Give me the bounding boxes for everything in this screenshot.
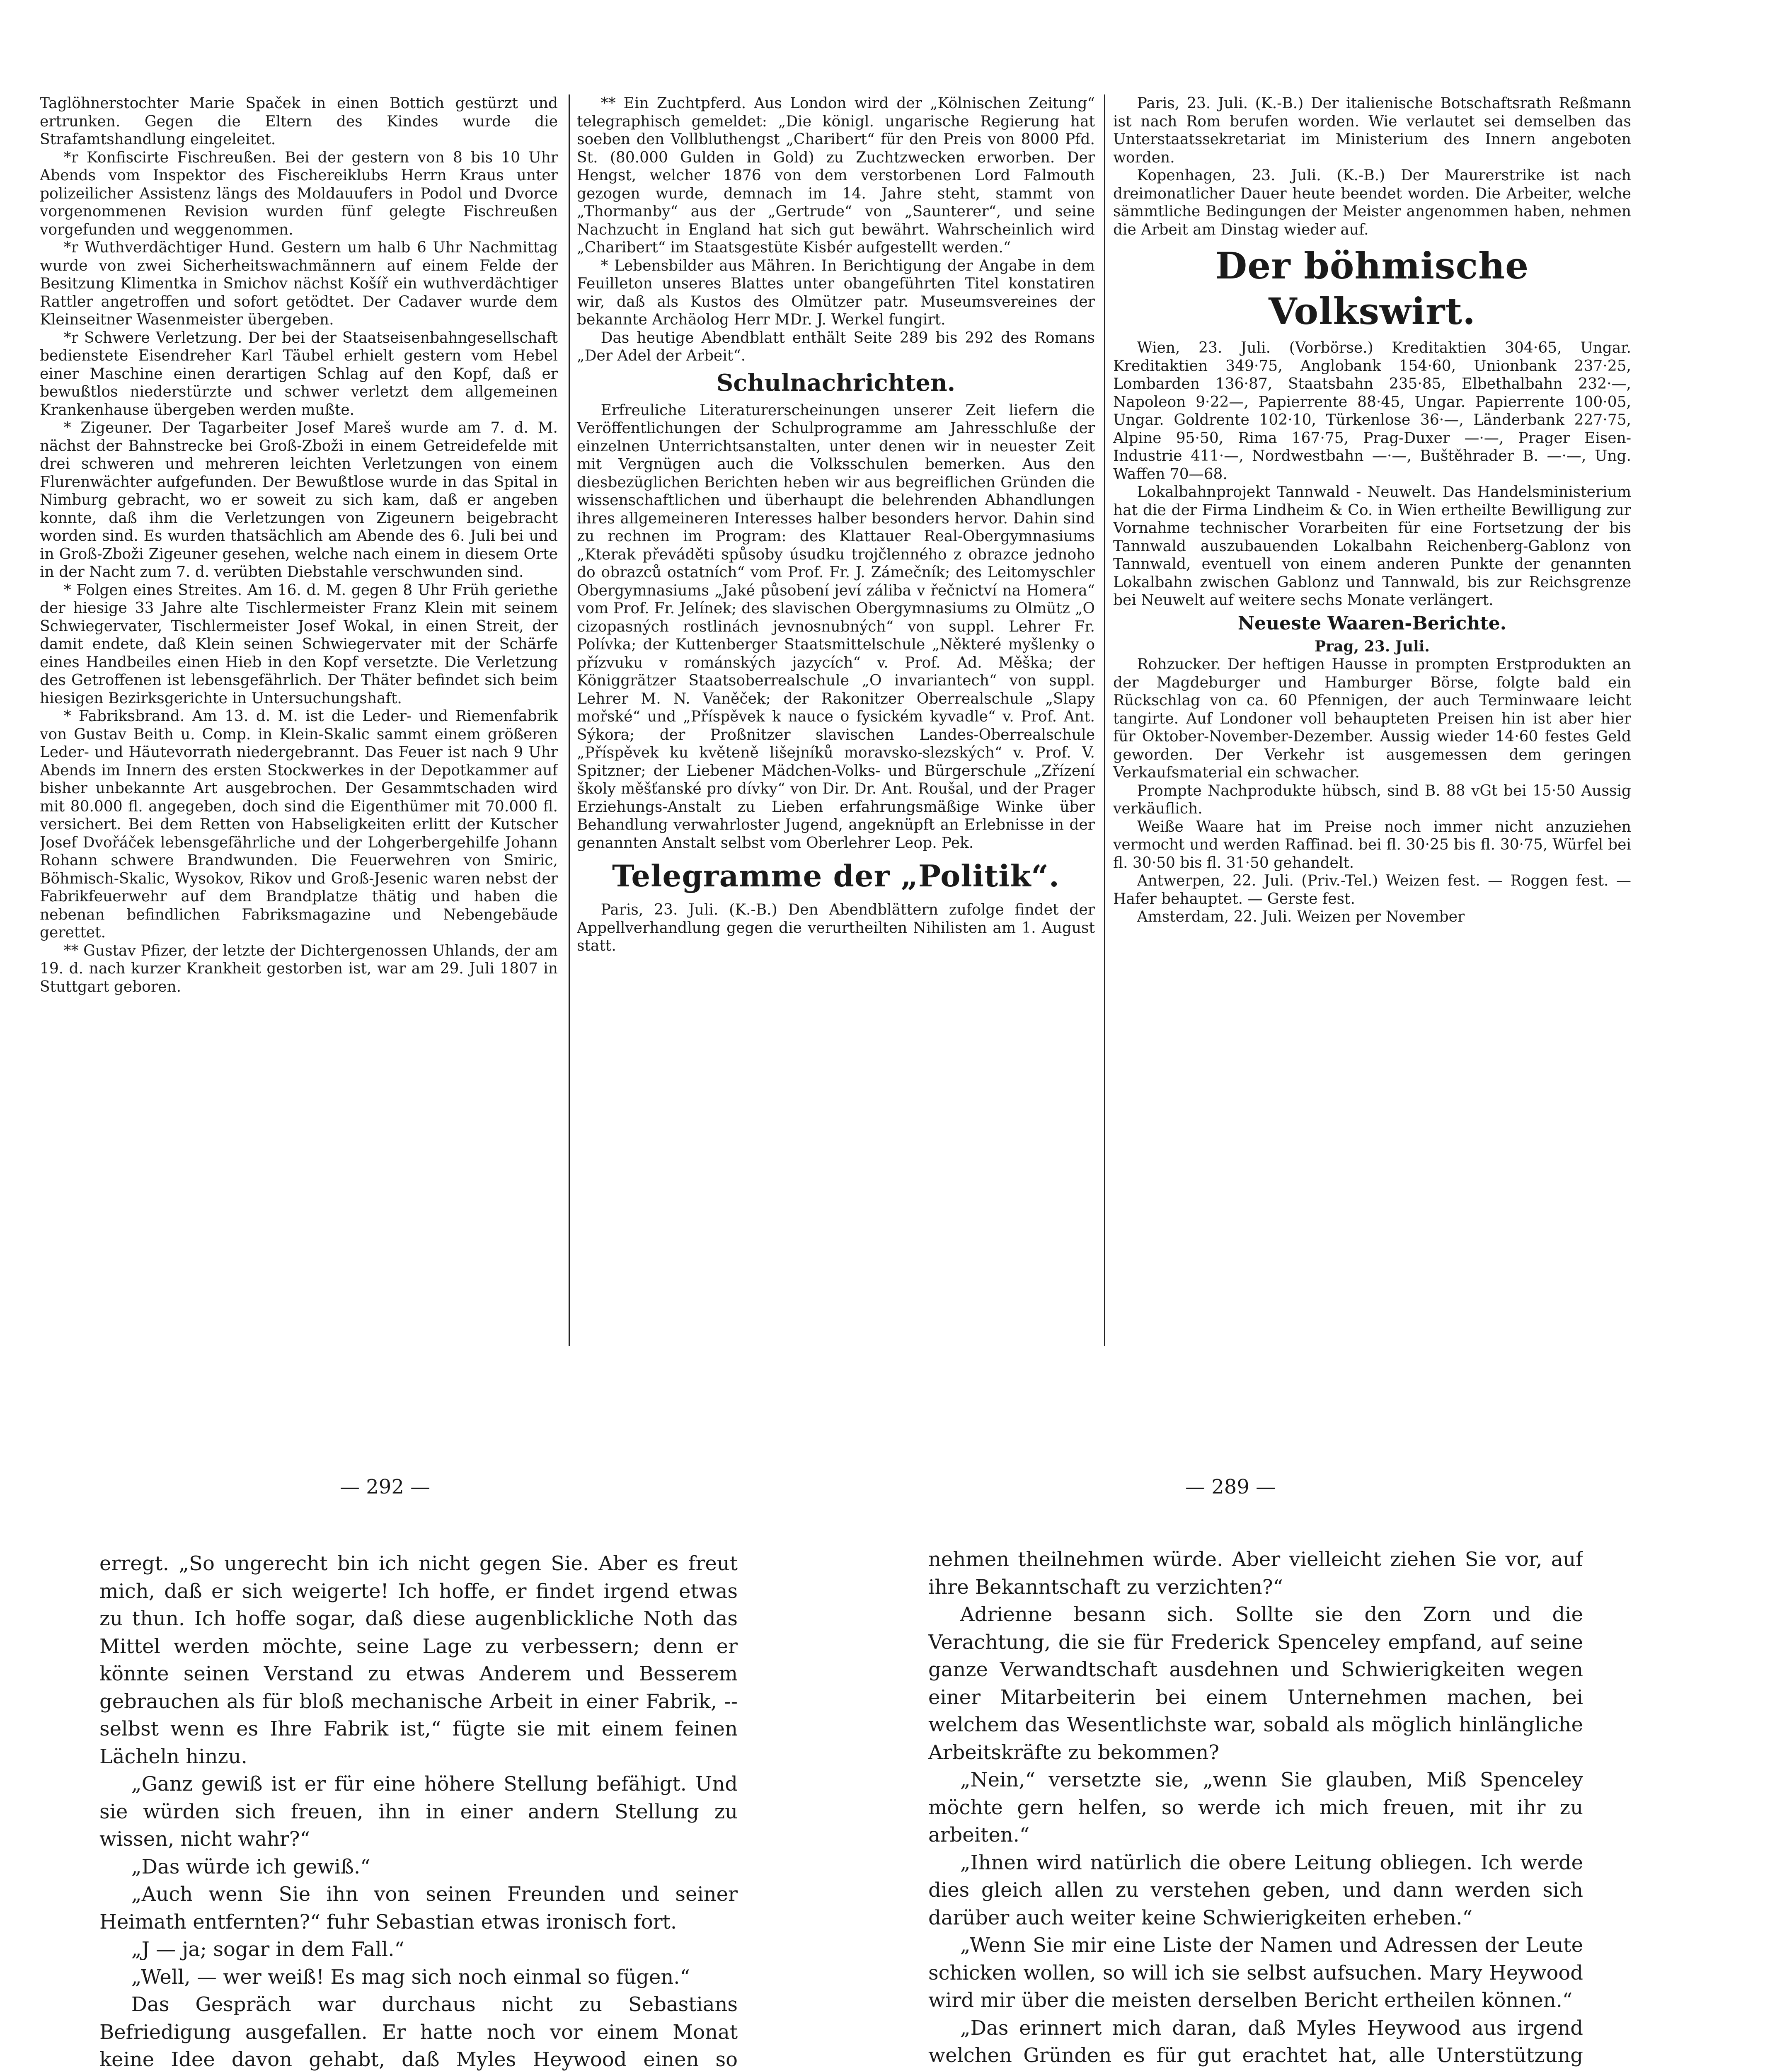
- novel-paragraph: Adrienne besann sich. Sollte sie den Zorn und die Verachtung, die sie für Frederick Spenceley empfand, auf seine ganze Verwandtschaft ausdehnen und Schwierigkeiten wegen einer Mitarbeiterin bei einem Unternehmen machen, bei welchem das Wesentlichste war, sobald als möglich hinlängliche Arbeitskräfte zu bekommen?: [928, 1603, 1583, 1764]
- news-item: *r Konfiscirte Fischreußen. Bei der gestern von 8 bis 10 Uhr Abends vom Inspektor des Fischereiklubs Herrn Kraus unter polizeilicher Assistenz längs des Moldauufers in Podol und Dvorce vorgenommenen Revision wurden fünf gelegte Fischreußen vorgefunden und weggenommen.: [40, 149, 558, 238]
- novel-paragraph: „Wenn Sie mir eine Liste der Namen und Adressen der Leute schicken wollen, so will ich sie selbst aufsuchen. Mary Heywood wird mir über die meisten derselben Bericht ertheilen können.“: [928, 1934, 1583, 2012]
- news-item: *r Wuthverdächtiger Hund. Gestern um halb 6 Uhr Nachmittag wurde von zwei Sicherheitswachmännern auf einem Felde der Besitzung Klimentka in Smichov nächst Košíř ein wuthverdächtiger Rattler angetroffen und sofort getödtet. Der Cadaver wurde dem Kleinseitner Wasenmeister übergeben.: [40, 239, 558, 328]
- news-column-2: [577, 94, 1095, 1321]
- waaren-item: Amsterdam, 22. Juli. Weizen per November: [1137, 908, 1465, 925]
- news-item: * Fabriksbrand. Am 13. d. M. ist die Leder- und Riemenfabrik von Gustav Beith u. Comp. in Klein-Skalic sammt einem größeren Leder- und Häutevorrath niedergebrannt. Das Feuer ist nach 9 Uhr Abends im Innern des ersten Stockwerkes in der Depotkammer auf bisher unbekannte Art ausgebrochen. Der Gesammtschaden wird mit 80.000 fl. angegeben, doch sind die Eigenthümer mit 70.000 fl. versichert. Bei dem Retten von Habseligkeiten erlitt der Kutscher Josef Dvořáček lebensgefährliche und der Lohgerbergehilfe Johann Rohann schwere Brandwunden. Die Feuerwehren von Smiric, Böhmisch-Skalic, Wysokov, Rikov und Groß-Jesenic waren nebst der Fabrikfeuerwehr auf dem Brandplatze thätig und haben die nebenan befindlichen Fabriksmagazine und Nebengebäude gerettet.: [40, 708, 558, 941]
- novel-paragraph: erregt. „So ungerecht bin ich nicht gegen Sie. Aber es freut mich, daß er sich weigerte! Ich hoffe, er findet irgend etwas zu thun. Ich hoffe sogar, daß diese augenblickliche Noth das Mittel werden möchte, seine Lage zu verbessern; denn er könnte seinen Verstand zu etwas Anderem und Besserem gebrauchen als für bloß mechanische Arbeit in einer Fabrik, -- selbst wenn es Ihre Fabrik ist,“ fügte sie mit einem feinen Lächeln hinzu.: [99, 1552, 738, 1768]
- news-column-3: [1113, 94, 1631, 1321]
- volkswirt-items: [1113, 339, 1631, 610]
- news-items-misc: [577, 94, 1095, 365]
- novel-paragraph: „Das erinnert mich daran, daß Myles Heywood aus irgend welchen Gründen es für gut erachtet hat, alle Unterstützung: [928, 2016, 1583, 2067]
- telegram-item: Paris, 23. Juli. (K.-B.) Der italienische Botschaftsrath Reßmann ist nach Rom berufen worden. Wie verlautet sei demselben das Unterstaatssekretariat im Ministerium des Innern angeboten worden.: [1113, 95, 1631, 166]
- waaren-item: Rohzucker. Der heftigen Hausse in prompten Erstprodukten an der Magdeburger und Hamburger Börse, folgte bald ein Rückschlag von ca. 60 Pfennigen, der auch Terminwaare leicht tangirte. Auf Londoner voll behaupteten Preisen hin ist aber hier für Oktober-November-Dezember. Aussig wieder 14·60 festes Geld geworden. Der Verkehr ist ausgemessen dem geringen Verkaufsmaterial ein schwacher.: [1113, 656, 1631, 781]
- novel-paragraph: „Nein,“ versetzte sie, „wenn Sie glauben, Miß Spenceley möchte gern helfen, so werde ich mich freuen, mit ihr zu arbeiten.“: [928, 1768, 1583, 1847]
- waaren-item: Prompte Nachprodukte hübsch, sind B. 88 vGt bei 15·50 Aussig verkäuflich.: [1113, 782, 1631, 817]
- novel-page-right: [928, 1546, 1583, 2072]
- column-divider: [1104, 94, 1105, 1346]
- novel-paragraph: „Ihnen wird natürlich die obere Leitung obliegen. Ich werde dies gleich allen zu verstehen geben, und dann werden sich darüber auch weiter keine Schwierigkeiten erheben.“: [928, 1851, 1583, 1929]
- news-item: Das heutige Abendblatt enthält Seite 289 bis 292 des Romans „Der Adel der Arbeit“.: [577, 329, 1095, 364]
- dateline-prag: Prag, 23. Juli.: [1315, 637, 1430, 655]
- news-item: * Lebensbilder aus Mähren. In Berichtigung der Angabe in dem Feuilleton unseres Blattes unter obangeführten Titel konstatiren wir, daß als Kustos des Olmützer patr. Museumsvereines der bekannte Archäolog Herr MDr. J. Werkel fungirt.: [577, 257, 1095, 328]
- section-heading-volkswirt: Der böhmische Volkswirt.: [1215, 244, 1529, 333]
- telegram-item: Kopenhagen, 23. Juli. (K.-B.) Der Maurerstrike ist nach dreimonatlicher Dauer heute beendet worden. Die Arbeiter, welche sämmtliche Bedingungen der Meister angenommen haben, nehmen die Arbeit am Dinstag wieder auf.: [1113, 167, 1631, 238]
- news-item: * Zigeuner. Der Tagarbeiter Josef Mareš wurde am 7. d. M. nächst der Bahnstrecke bei Groß-Zboži in einem Getreidefelde mit drei schweren und mehreren leichten Verletzungen von einem Flurenwächter aufgefunden. Der Bewußtlose wurde in das Spital in Nimburg gebracht, wo er soweit zu sich kam, daß er angeben konnte, daß ihm die Verletzungen von Zigeunern beigebracht worden sind. Es wurden thatsächlich am Abende des 6. Juli bei und in Groß-Zboži Zigeuner gesehen, welche nach einem in diesem Orte in der Nacht zum 7. d. verübten Diebstahle verschwunden sind.: [40, 419, 558, 581]
- novel-paragraph: „Auch wenn Sie ihn von seinen Freunden und seiner Heimath entfernten?“ fuhr Sebastian etwas ironisch fort.: [99, 1883, 738, 1934]
- waaren-items: [1113, 656, 1631, 926]
- novel-paragraph: nehmen theilnehmen würde. Aber vielleicht ziehen Sie vor, auf ihre Bekanntschaft zu verzichten?“: [928, 1548, 1583, 1599]
- novel-paragraph: „Das würde ich gewiß.“: [131, 1855, 370, 1878]
- novel-page-left: [99, 1550, 738, 2072]
- waaren-item: Antwerpen, 22. Juli. (Priv.-Tel.) Weizen fest. — Roggen fest. — Hafer behauptet. — Gerste fest.: [1113, 872, 1631, 908]
- news-item: * Folgen eines Streites. Am 16. d. M. gegen 8 Uhr Früh geriethe der hiesige 33 Jahre alte Tischlermeister Franz Klein mit seinem Schwiegervater, Tischlermeister Josef Wokal, in einen Streit, der damit endete, daß Klein seinen Schwiegervater mit der Schärfe eines Handbeiles einen Hieb in den Kopf versetzte. Die Verletzung des Getroffenen ist lebensgefährlich. Der Thäter befindet sich beim hiesigen Bezirksgerichte in Untersuchungshaft.: [40, 581, 558, 707]
- news-item: *r Schwere Verletzung. Der bei der Staatseisenbahngesellschaft bedienstete Eisendreher Karl Täubel erhielt gestern vom Hebel einer Maschine einen derartigen Schlag auf den Kopf, daß er bewußtlos niederstürzte und schwer verletzt dem allgemeinen Krankenhause übergeben werden mußte.: [40, 329, 558, 419]
- waaren-item: Weiße Waare hat im Preise noch immer nicht anzuziehen vermocht und werden Raffinad. bei fl. 30·25 bis fl. 30·75, Würfel bei fl. 30·50 bis fl. 31·50 gehandelt.: [1113, 818, 1631, 871]
- page-number-left: — 292 —: [340, 1475, 431, 1498]
- novel-paragraph: „J — ja; sogar in dem Fall.“: [131, 1938, 405, 1961]
- page-number-right: — 289 —: [1185, 1475, 1276, 1498]
- novel-paragraph: Das Gespräch war durchaus nicht zu Sebastians Befriedigung ausgefallen. Er hatte noch vor einem Monat keine Idee davon gehabt, daß Myles Heywood einen so: [99, 1993, 738, 2071]
- market-item: Lokalbahnprojekt Tannwald - Neuwelt. Das Handelsministerium hat die der Firma Lindheim & Co. in Wien ertheilte Bewilligung zur Vornahme technischer Vorarbeiten für eine Fortsetzung der bis Tannwald auszubauenden Lokalbahn Reichenberg-Gablonz von Tannwald, eventuell von einem anderen Punkte der genannten Lokalbahn zwischen Gablonz und Tannwald, bis zur Reichsgrenze bei Neuwelt auf weitere sechs Monate verlängert.: [1113, 484, 1631, 609]
- column-divider: [569, 94, 570, 1346]
- market-item: Wien, 23. Juli. (Vorbörse.) Kreditaktien 304·65, Ungar. Kreditaktien 349·75, Anglobank 154·60, Unionbank 237·25, Lombarden 136·87, Staatsbahn 235·85, Elbethalbahn 232·—, Napoleon 9·22—, Papierrente 88·45, Ungar. Papierrente 100·05, Ungar. Goldrente 102·10, Türkenlose 36·—, Länderbank 227·75, Alpine 95·50, Rima 167·75, Prag-Duxer —·—, Prager Eisen-Industrie 411·—, Nordwestbahn —·—, Buštěhrader B. —·—, Ung. Waffen 70—68.: [1113, 339, 1631, 483]
- schulnachrichten-text: Erfreuliche Literaturerscheinungen unserer Zeit liefern die Veröffentlichungen der Schulprogramme am Jahresschluße der einzelnen Unterrichtsanstalten, unter denen wir in neuester Zeit mit Vergnügen auch die Volksschulen bemerken. Aus den diesbezüglichen Berichten heben wir aus begreiflichen Gründen die wissenschaftlichen und überhaupt die belehrenden Abhandlungen ihres allgemeineren Interesses halber besonders hervor. Dahin sind zu rechnen im Program: des Klattauer Real-Obergymnasiums „Kterak převáděti spůsoby úsudku trojčlenného z obrazce jednoho do obrazců ostatních“ vom Prof. Fr. J. Zámečník; des Leitomyschler Obergymnasiums „Jaké působení jeví záliba v řečnictví na Homera“ vom Prof. Fr. Jelínek; des slavischen Obergymnasiums zu Olmütz „O cizopasných rostlinách jevnosnubných“ von suppl. Lehrer Fr. Polívka; der Kuttenberger Staatsmittelschule „Některé myšlenky o přízvuku v románských jazycích“ v. Prof. Ad. Měška; der Königgrätzer Staatsoberrealschule „O invariantech“ von suppl. Lehrer M. N. Vaněček; der Rakonitzer Oberrealschule „Slapy mořské“ und „Příspěvek k nauce o fysickém kyvadle“ v. Prof. Ant. Sýkora; der Proßnitzer slavischen Landes-Oberrealschule „Příspěvek ku květeně lišejníků moravsko-slezských“ v. Prof. V. Spitzner; der Liebener Mädchen-Volks- und Bürgerschule „Zřízení školy měšťanské pro dívky“ von Dir. Dr. Ant. Roušal, und der Prager Erziehungs-Anstalt zu Lieben erfahrungsmäßige Winke über Behandlung verwahrloster Jugend, angeknüpft an Erlebnisse in der genannten Anstalt selbst vom Oberlehrer Leop. Pek.: [577, 402, 1095, 852]
- telegramm-paris: Paris, 23. Juli. (K.-B.) Den Abendblättern zufolge findet der Appellverhandlung gegen die verurtheilten Nihilisten am 1. August statt.: [577, 901, 1095, 954]
- section-heading-waaren-berichte: Neueste Waaren-Berichte.: [1237, 612, 1507, 634]
- news-item: ** Ein Zuchtpferd. Aus London wird der „Kölnischen Zeitung“ telegraphisch gemeldet: „Die königl. ungarische Regierung hat soeben den Vollbluthengst „Charibert“ für den Preis von 8000 Pfd. St. (80.000 Gulden in Gold) zu Zuchtzwecken erworben. Der Hengst, welcher 1876 von dem verstorbenen Lord Falmouth gezogen wurde, demnach im 14. Jahre steht, stammt von „Thormanby“ aus der „Gertrude“ von „Saunterer“, und seine Nachzucht in England hat sich gut bewährt. Wahrscheinlich wird „Charibert“ im Staatsgestüte Kisbér aufgestellt werden.“: [577, 95, 1095, 256]
- news-item: ** Gustav Pfizer, der letzte der Dichtergenossen Uhlands, der am 19. d. nach kurzer Krankheit gestorben ist, war am 29. Juli 1807 in Stuttgart geboren.: [40, 942, 558, 995]
- news-column-1: [40, 94, 558, 1305]
- section-heading-telegramme: Telegramme der „Politik“.: [612, 858, 1060, 893]
- novel-paragraph: „Ganz gewiß ist er für eine höhere Stellung befähigt. Und sie würden sich freuen, ihn in einer andern Stellung zu wissen, nicht wahr?“: [99, 1772, 738, 1851]
- telegram-items: [1113, 94, 1631, 239]
- section-heading-schulnachrichten: Schulnachrichten.: [716, 369, 956, 397]
- novel-paragraph: „Well, — wer weiß! Es mag sich noch einmal so fügen.“: [131, 1965, 690, 1989]
- news-item: Taglöhnerstochter Marie Spaček in einen Bottich gestürzt und ertrunken. Gegen die Eltern des Kindes wurde die Strafamtshandlung eingeleitet.: [40, 95, 558, 148]
